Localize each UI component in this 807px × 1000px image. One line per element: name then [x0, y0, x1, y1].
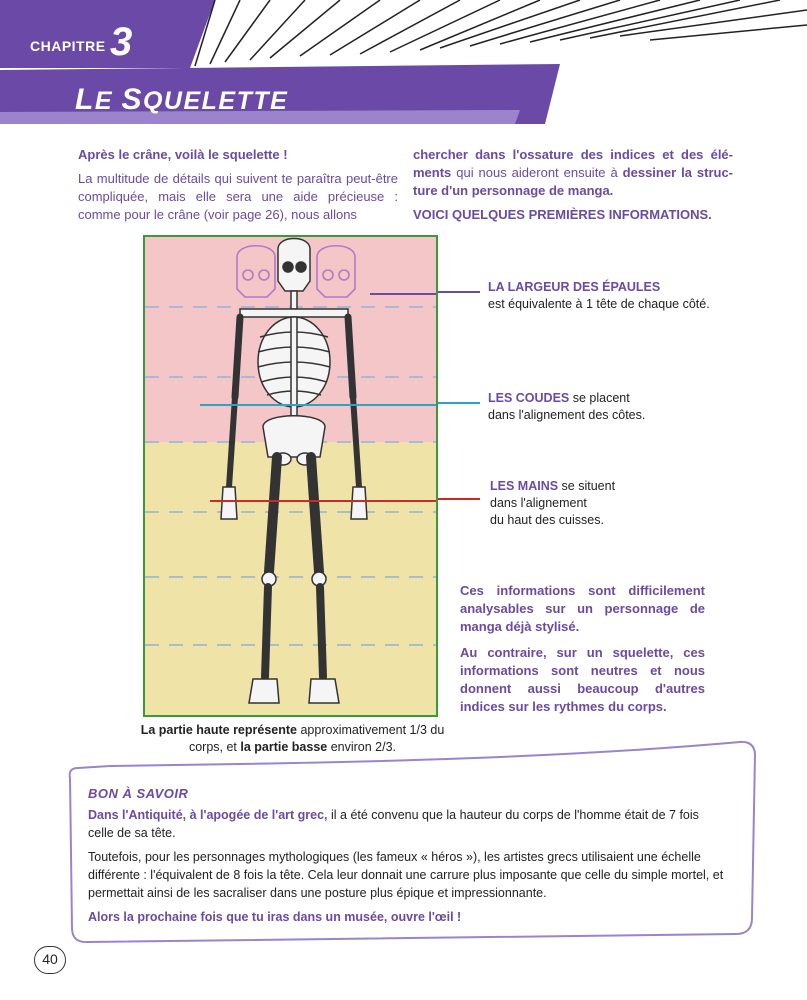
speed-lines	[195, 0, 807, 66]
hands-connector	[438, 498, 480, 500]
intro-right-column	[413, 146, 733, 230]
intro-text-1: qui nous aideront ensuite à	[451, 165, 623, 180]
annotation-hands	[490, 478, 750, 529]
info-box-title: BON À SAVOIR	[88, 786, 189, 801]
elbows-heading: LES COUDES	[488, 391, 570, 405]
shoulders-connector	[438, 291, 480, 293]
hands-text-1: se situent	[558, 479, 616, 493]
chapter-number: 3	[110, 20, 133, 64]
info-box-hl: Dans l'Antiquité, à l'apogée de l'art grec,	[88, 808, 328, 822]
elbows-connector	[438, 402, 480, 404]
info-box-p1	[88, 806, 728, 842]
hands-text-2: dans l'alignement	[490, 496, 587, 510]
side-note	[460, 582, 705, 716]
chapter-title	[75, 83, 288, 117]
elbows-text-2: dans l'alignement des côtes.	[488, 408, 646, 422]
intro-p1-start: La multitude de détails qui suivent te paraîtra peut-être compliquée, mais elle sera une aide précieuse : comme pour le crâne (voir page 26), nous allons	[78, 171, 398, 222]
intro-lead: Après le crâne, voilà le squelette !	[78, 147, 288, 162]
intro-hl-2: dessiner la struc-ture d'un personnage de manga.	[413, 165, 734, 198]
side-note-p2: Au contraire, sur un squelette, ces informations sont neutres et nous donnent aussi beaucoup d'autres indices sur les rythmes du corps.	[460, 645, 705, 714]
intro-hl-1: chercher dans l'ossature des indices et des élé-ments	[413, 147, 733, 180]
skeleton-illustration	[145, 237, 438, 717]
info-box-p3: Alors la prochaine fois que tu iras dans un musée, ouvre l'œil !	[88, 910, 462, 924]
chapter-label: CHAPITRE	[30, 38, 106, 54]
skeleton-figure	[143, 235, 438, 717]
intro-left-column	[78, 146, 398, 230]
info-box-p2: Toutefois, pour les personnages mythologiques (les fameux « héros »), les artistes grecs utilisaient une échelle différente : l'équivalent de 8 fois la tête. Cela leur donnait une carrure plus imposante que celle du simple mortel, et permettait ainsi de les sacraliser dans une posture plus épique et impressionnante.	[88, 850, 724, 900]
hands-text-3: du haut des cuisses.	[490, 513, 604, 527]
page-number: 40	[34, 946, 66, 974]
caption-hl-1: La partie haute représente	[140, 723, 297, 737]
chapter-tab-shape	[0, 0, 215, 68]
intro-p1-continue	[413, 146, 733, 200]
elbows-text-1: se placent	[569, 391, 630, 405]
side-note-p1: Ces informations sont difficilement analysables sur un personnage de manga déjà stylisé.	[460, 583, 705, 634]
caption-text-2: environ 2/3.	[327, 740, 397, 754]
annotation-shoulders	[488, 279, 748, 313]
title-part-2: QUELETTE	[142, 87, 289, 115]
info-box-p1-text: il a été convenu que la hauteur du corps de l'homme était de 7 fois celle de sa tête.	[88, 808, 699, 840]
title-letter-l: L	[75, 83, 95, 116]
hands-heading: LES MAINS	[490, 479, 559, 493]
caption-hl-2: la partie basse	[240, 740, 328, 754]
info-box-body	[88, 806, 728, 932]
shoulders-text: est équivalente à 1 tête de chaque côté.	[488, 297, 710, 311]
intro-p2: VOICI QUELQUES PREMIÈRES INFORMATIONS.	[413, 207, 712, 222]
annotation-elbows	[488, 390, 748, 424]
shoulders-heading: LA LARGEUR DES ÉPAULES	[488, 280, 661, 294]
title-letter-s: S	[121, 83, 143, 116]
title-part-1: E	[94, 87, 122, 115]
caption-text-1: approximativement 1/3 du corps, et	[188, 723, 445, 754]
skeleton-bones	[221, 239, 367, 704]
